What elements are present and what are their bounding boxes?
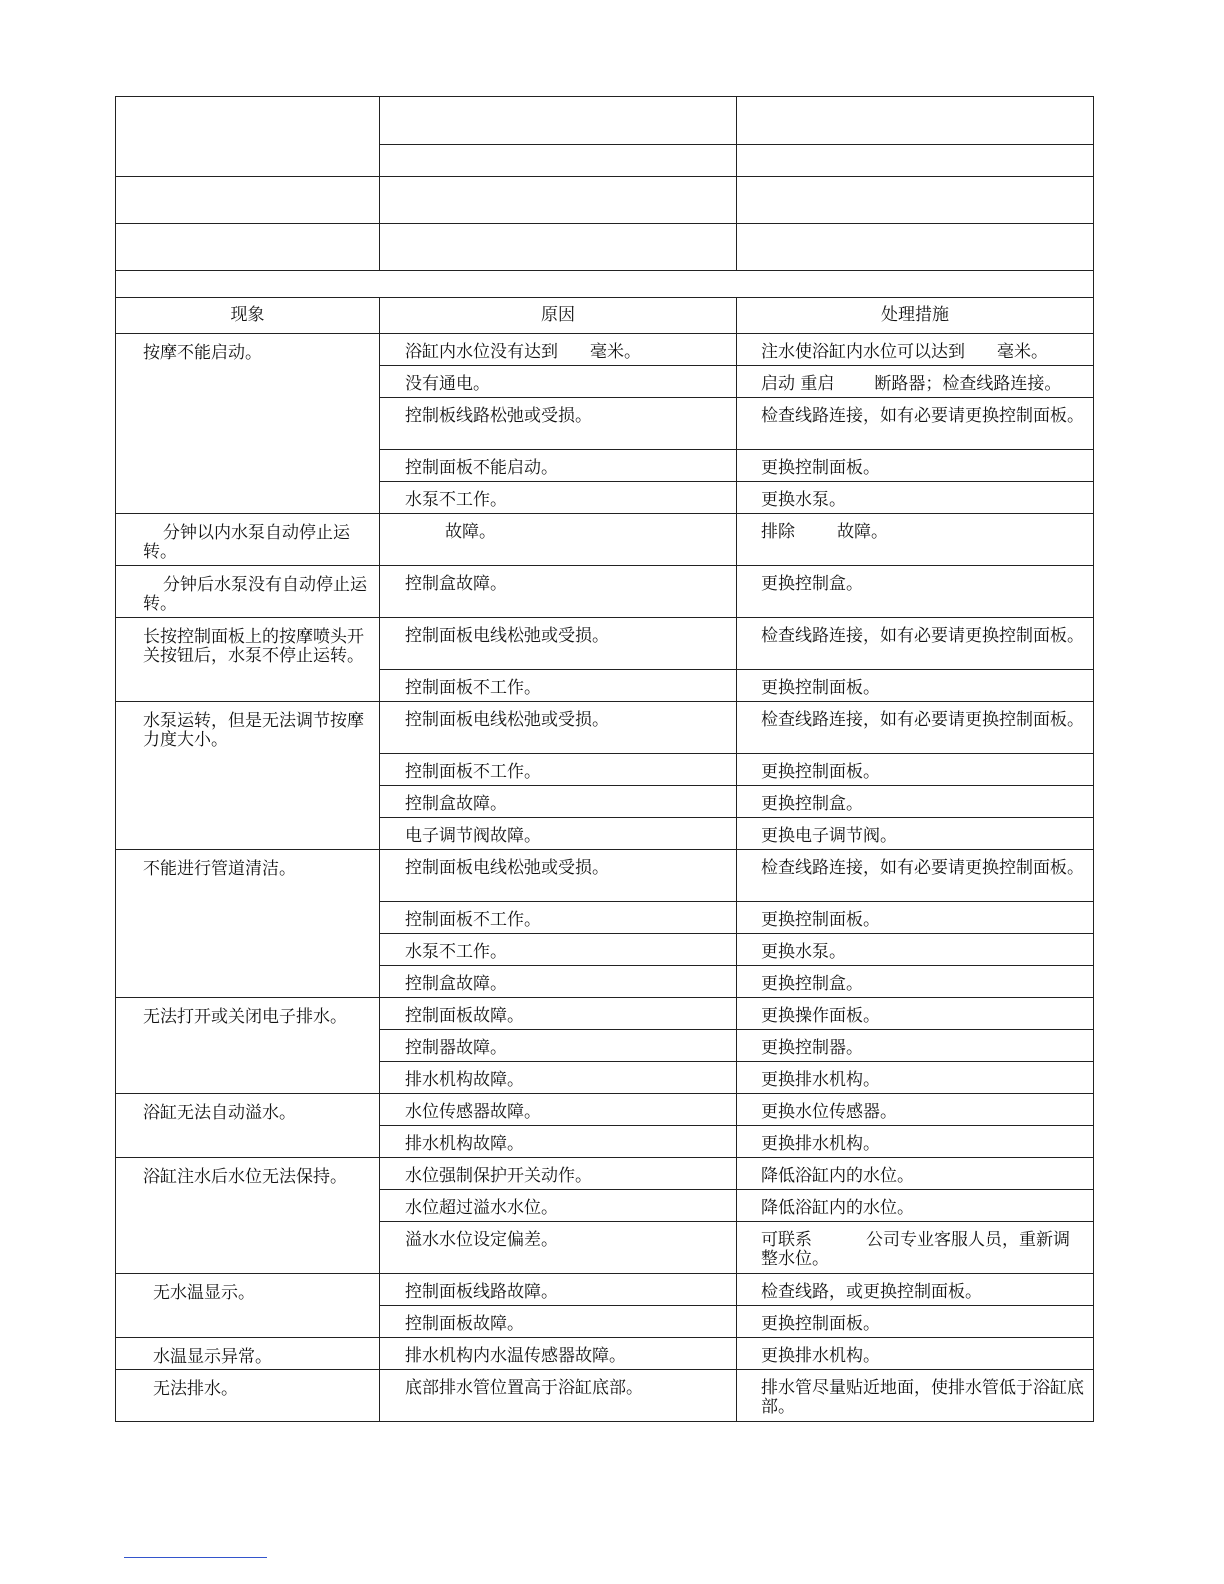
header-cause: 原因: [380, 298, 737, 334]
action-cell: 更换控制面板。: [737, 754, 1094, 786]
cause-text: 浴缸内水位没有达到: [405, 342, 558, 362]
symptom-cell: 按摩不能启动。: [116, 334, 380, 514]
table-row: [116, 1370, 1094, 1422]
action-cell: 更换排水机构。: [737, 1338, 1094, 1370]
cause-cell: 控制面板电线松弛或受损。: [380, 702, 737, 754]
table-row: [116, 1094, 1094, 1126]
action-cell: 更换控制面板。: [737, 902, 1094, 934]
cause-cell: [380, 334, 737, 366]
cause-cell: 控制盒故障。: [380, 566, 737, 618]
table-row: [116, 334, 1094, 366]
footnote-divider: [124, 1557, 267, 1558]
action-cell: 检查线路连接，如有必要请更换控制面板。: [737, 702, 1094, 754]
action-cell: 检查线路，或更换控制面板。: [737, 1274, 1094, 1306]
action-cell: 更换电子调节阀。: [737, 818, 1094, 850]
action-text: 排除: [761, 522, 795, 542]
action-cell: 更换控制盒。: [737, 966, 1094, 998]
header-row: [116, 298, 1094, 334]
cause-cell: 控制面板电线松弛或受损。: [380, 850, 737, 902]
action-cell: 更换控制器。: [737, 1030, 1094, 1062]
symptom-cell: 无水温显示。: [116, 1274, 380, 1338]
action-text-tail: 公司专业客服人员，重新调整水位。: [761, 1230, 1070, 1269]
cause-cell: 控制盒故障。: [380, 786, 737, 818]
action-cell: 降低浴缸内的水位。: [737, 1190, 1094, 1222]
action-text: 注水使浴缸内水位可以达到: [761, 342, 965, 362]
cause-cell: 控制板线路松弛或受损。: [380, 398, 737, 450]
cause-cell: 没有通电。: [380, 366, 737, 398]
table-row: [116, 1274, 1094, 1306]
blank-cell: [380, 224, 737, 271]
cause-cell: 水泵不工作。: [380, 482, 737, 514]
action-text-tail: 故障。: [837, 522, 888, 542]
action-cell: 更换水泵。: [737, 934, 1094, 966]
action-cell: 检查线路连接，如有必要请更换控制面板。: [737, 398, 1094, 450]
cause-cell: 控制面板电线松弛或受损。: [380, 618, 737, 670]
cause-cell: 溢水水位设定偏差。: [380, 1222, 737, 1274]
blank-cell: [116, 224, 380, 271]
symptom-cell: 无法排水。: [116, 1370, 380, 1422]
table-row: [116, 850, 1094, 902]
cause-cell: 控制面板故障。: [380, 998, 737, 1030]
symptom-cell: 浴缸注水后水位无法保持。: [116, 1158, 380, 1274]
symptom-cell: [116, 514, 380, 566]
cause-cell: 水泵不工作。: [380, 934, 737, 966]
action-cell: 更换水位传感器。: [737, 1094, 1094, 1126]
action-text-tail: 毫米。: [997, 342, 1048, 362]
blank-cell: [116, 177, 380, 224]
table-row: [116, 1338, 1094, 1370]
header-action: 处理措施: [737, 298, 1094, 334]
action-cell: [737, 334, 1094, 366]
cause-cell: 控制面板不工作。: [380, 754, 737, 786]
blank-cell: [116, 97, 380, 177]
symptom-cell: 无法打开或关闭电子排水。: [116, 998, 380, 1094]
action-cell: 排水管尽量贴近地面，使排水管低于浴缸底部。: [737, 1370, 1094, 1422]
cause-cell: 控制面板不工作。: [380, 902, 737, 934]
action-cell: 更换控制面板。: [737, 1306, 1094, 1338]
blank-band: [116, 271, 1094, 298]
cause-cell: [380, 514, 737, 566]
cause-cell: 控制面板不能启动。: [380, 450, 737, 482]
cause-cell: 控制盒故障。: [380, 966, 737, 998]
cause-cell: 水位传感器故障。: [380, 1094, 737, 1126]
table-row: [116, 618, 1094, 670]
cause-cell: 控制面板线路故障。: [380, 1274, 737, 1306]
table-row: [116, 514, 1094, 566]
cause-cell: 底部排水管位置高于浴缸底部。: [380, 1370, 737, 1422]
action-cell: 更换排水机构。: [737, 1126, 1094, 1158]
action-cell: [737, 366, 1094, 398]
action-text: 启动 重启: [761, 374, 835, 394]
header-symptom: 现象: [116, 298, 380, 334]
symptom-text: 分钟以内水泵自动停止运转。: [143, 523, 350, 562]
action-cell: 检查线路连接，如有必要请更换控制面板。: [737, 850, 1094, 902]
action-cell: 更换水泵。: [737, 482, 1094, 514]
action-cell: 降低浴缸内的水位。: [737, 1158, 1094, 1190]
blank-cell: [737, 145, 1094, 177]
action-cell: 更换排水机构。: [737, 1062, 1094, 1094]
cause-cell: 电子调节阀故障。: [380, 818, 737, 850]
action-cell: 更换控制盒。: [737, 566, 1094, 618]
blank-cell: [737, 97, 1094, 145]
table-row: [116, 998, 1094, 1030]
symptom-cell: 水温显示异常。: [116, 1338, 380, 1370]
cause-cell: 水位强制保护开关动作。: [380, 1158, 737, 1190]
action-cell: 检查线路连接，如有必要请更换控制面板。: [737, 618, 1094, 670]
symptom-cell: 不能进行管道清洁。: [116, 850, 380, 998]
troubleshooting-table: [115, 96, 1094, 1422]
symptom-cell: 浴缸无法自动溢水。: [116, 1094, 380, 1158]
cause-cell: 水位超过溢水水位。: [380, 1190, 737, 1222]
blank-cell: [380, 177, 737, 224]
symptom-cell: 长按控制面板上的按摩喷头开 关按钮后，水泵不停止运转。: [116, 618, 380, 702]
action-cell: 更换控制面板。: [737, 450, 1094, 482]
cause-text: 故障。: [445, 522, 496, 542]
cause-cell: 排水机构内水温传感器故障。: [380, 1338, 737, 1370]
cause-cell: 排水机构故障。: [380, 1062, 737, 1094]
action-cell: 更换控制面板。: [737, 670, 1094, 702]
blank-cell: [737, 224, 1094, 271]
table-row: [116, 566, 1094, 618]
symptom-cell: [116, 566, 380, 618]
symptom-cell: 水泵运转，但是无法调节按摩力度大小。: [116, 702, 380, 850]
cause-cell: 控制器故障。: [380, 1030, 737, 1062]
cause-text-tail: 毫米。: [590, 342, 641, 362]
action-cell: 更换操作面板。: [737, 998, 1094, 1030]
blank-cell: [380, 97, 737, 145]
blank-cell: [380, 145, 737, 177]
action-cell: 更换控制盒。: [737, 786, 1094, 818]
cause-cell: 排水机构故障。: [380, 1126, 737, 1158]
cause-cell: 控制面板不工作。: [380, 670, 737, 702]
action-cell: [737, 1222, 1094, 1274]
action-text-tail: 断路器；检查线路连接。: [874, 374, 1062, 394]
action-cell: [737, 514, 1094, 566]
table-row: [116, 1158, 1094, 1190]
cause-cell: 控制面板故障。: [380, 1306, 737, 1338]
blank-cell: [737, 177, 1094, 224]
action-text: 可联系: [761, 1230, 812, 1250]
symptom-text: 分钟后水泵没有自动停止运转。: [143, 575, 367, 614]
table-row: [116, 702, 1094, 754]
